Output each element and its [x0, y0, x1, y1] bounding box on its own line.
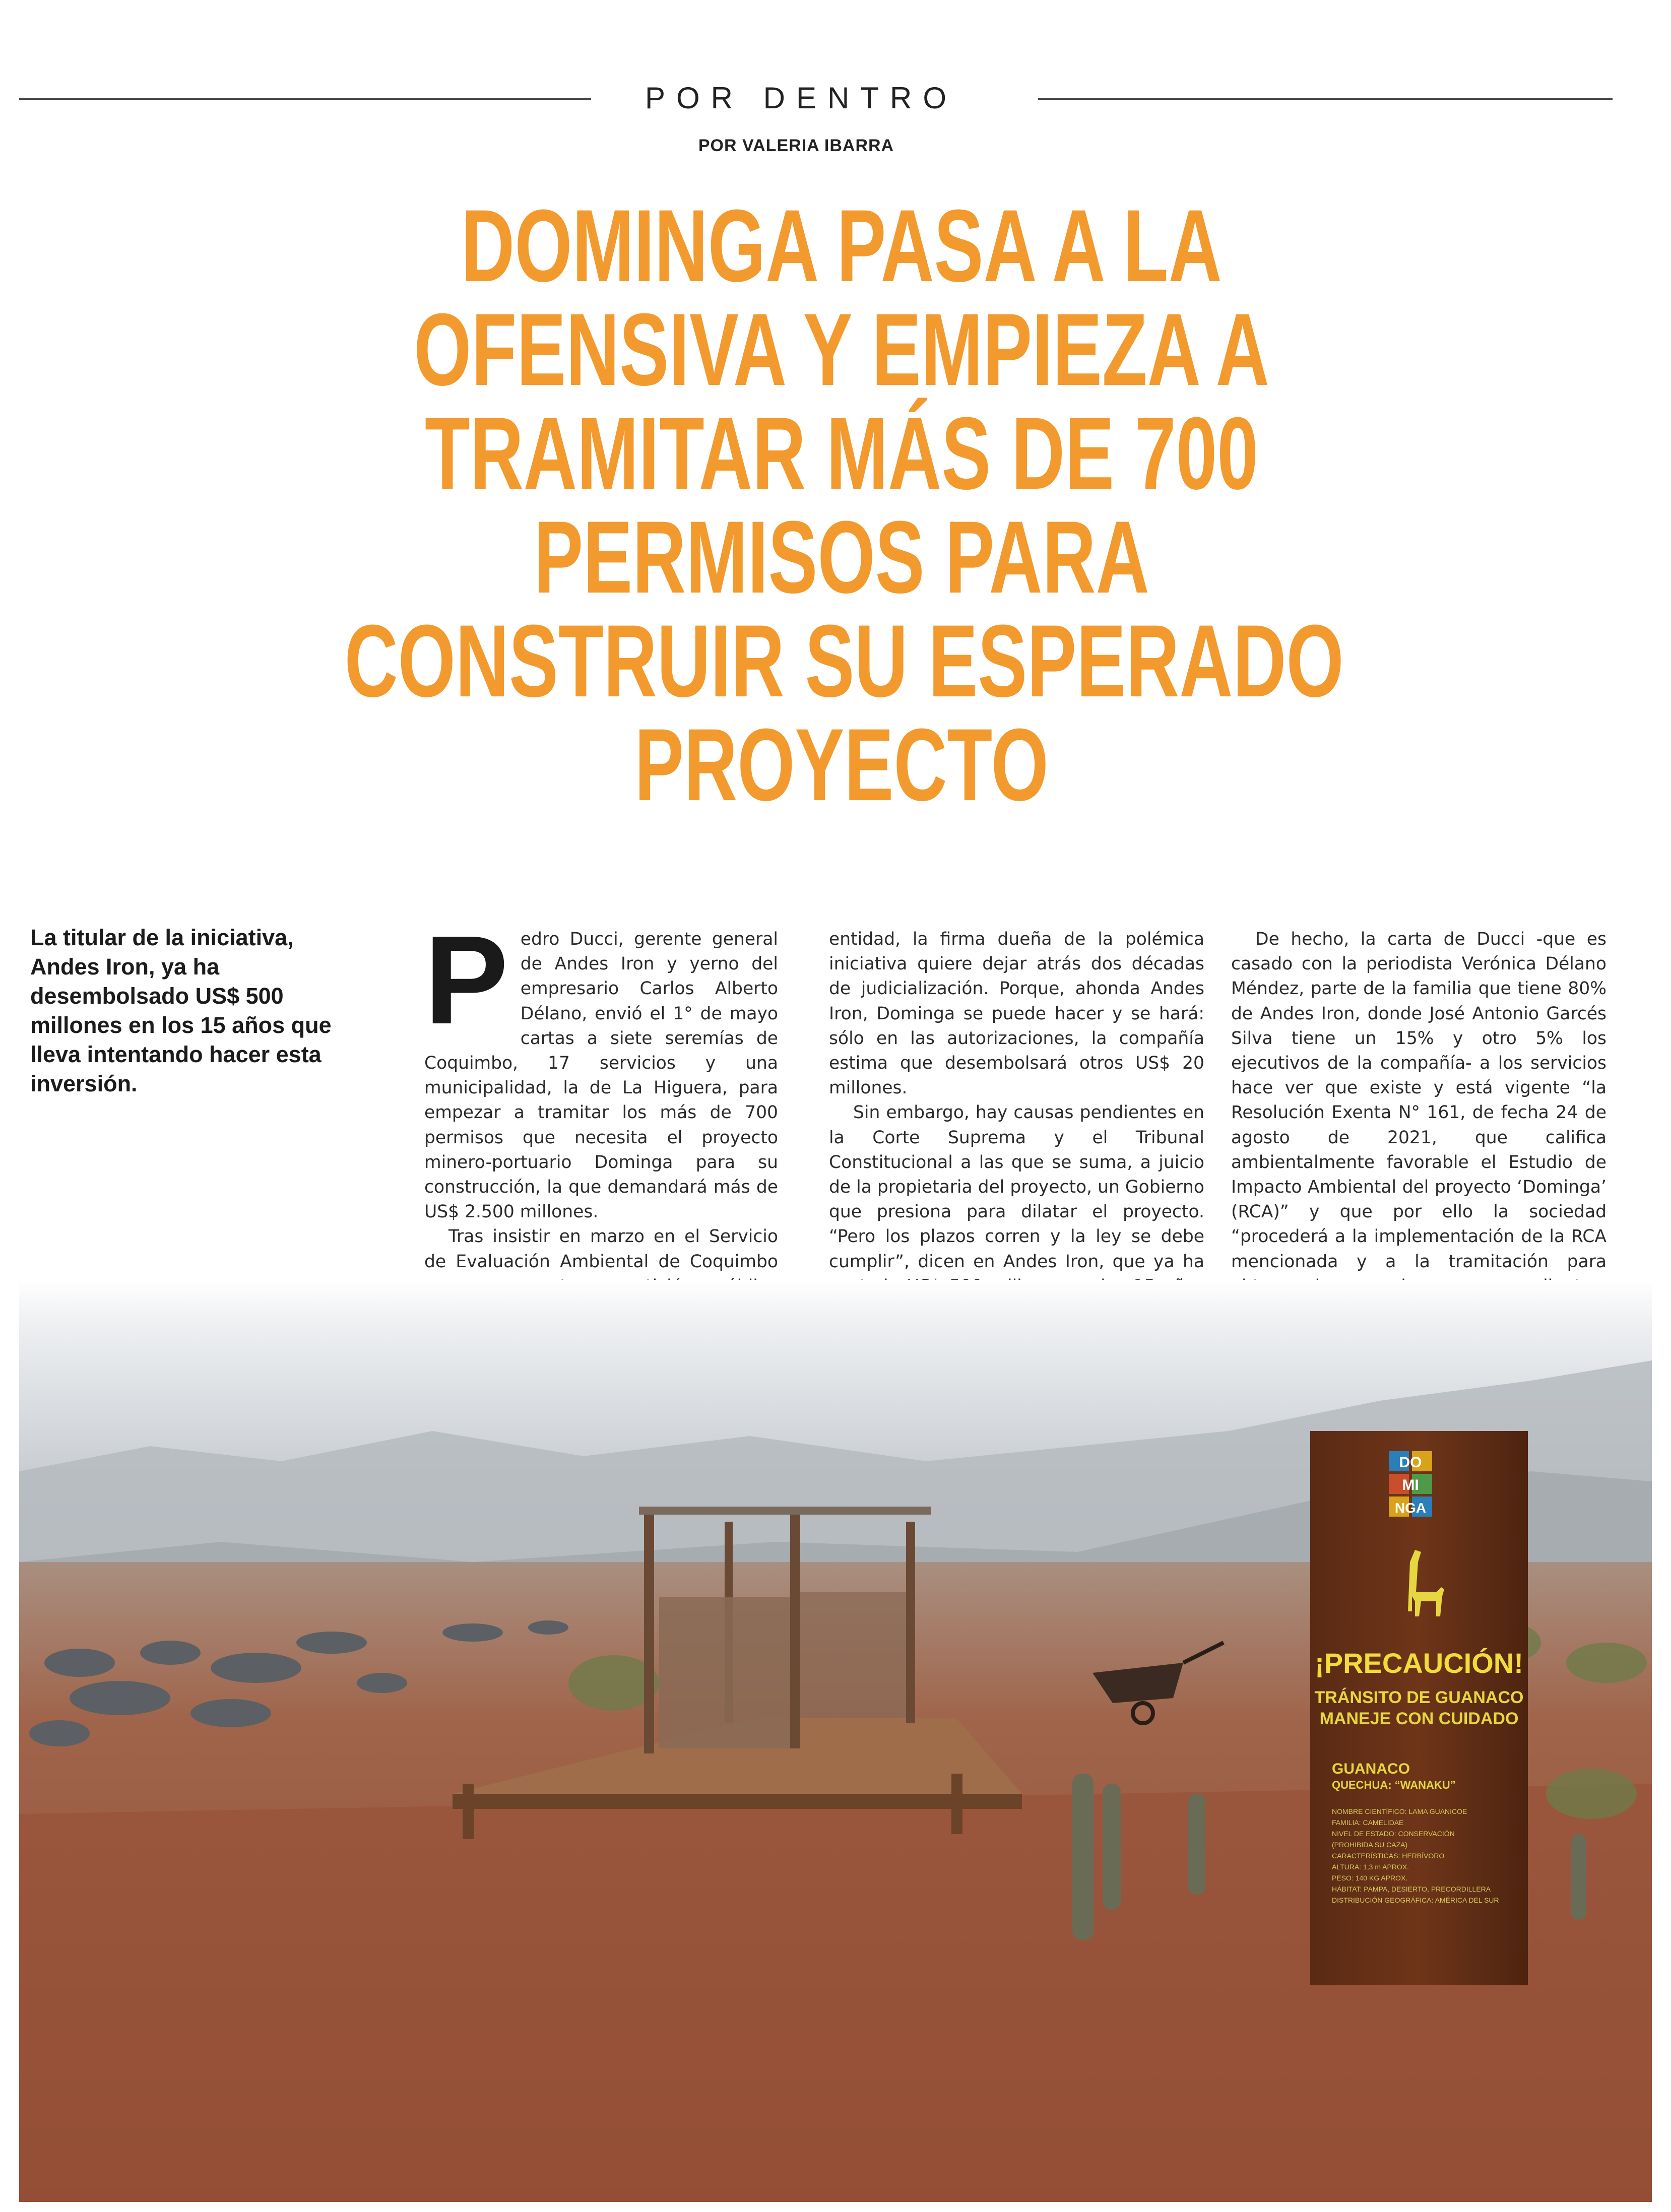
- sign-detail: FAMILIA: CAMELIDAE: [1332, 1818, 1404, 1827]
- sign-detail: CARACTERÍSTICAS: HERBÍVORO: [1332, 1852, 1445, 1860]
- headline-line: PERMISOS PARA: [534, 500, 1149, 615]
- paragraph: entidad, la firma dueña de la polémica iniciativa quiere dejar atrás dos décadas de judicialización. Porque, ahonda Andes Iron, Dominga se puede hacer y se hará: sólo en las autorizaciones, la compañía estima que desembolsará otros US$ 20 millones.: [829, 929, 1204, 1098]
- sign-detail: NIVEL DE ESTADO: CONSERVACIÓN: [1332, 1830, 1455, 1838]
- header-rule-right: [1038, 98, 1613, 100]
- headline-line: CONSTRUIR SU ESPERADO: [344, 604, 1344, 719]
- paragraph: edro Ducci, gerente general de Andes Iron y yerno del empresario Carlos Alberto Délano, envió el 1° de mayo cartas a siete seremías de Coquimbo, 17 servicios y una municipalidad, la de La Higuera, para empezar a tramitar los más de 700 permisos que necesita el proyecto minero-portuario Dominga para su construcción, la que demandará más de US$ 2.500 millones.: [424, 929, 778, 1222]
- paragraph: Tras insistir en marzo en el Servicio de Evaluación Ambiental de Coquimbo: [424, 1226, 778, 1272]
- sign-detail: (PROHIBIDA SU CAZA): [1332, 1841, 1408, 1849]
- deck-summary: La titular de la iniciativa, Andes Iron, ya ha desembolsado US$ 500 millones en los 15 años que lleva intentando hacer esta inversión.: [30, 925, 332, 1096]
- sign-logo-row: DO: [1399, 1454, 1422, 1471]
- sign-logo-row: MI: [1402, 1477, 1419, 1493]
- sign-detail: HÁBITAT: PAMPA, DESIERTO, PRECORDILLERA: [1332, 1885, 1491, 1893]
- sign-detail: DISTRIBUCIÓN GEOGRÁFICA: AMÉRICA DEL SUR: [1332, 1896, 1499, 1904]
- header-rule-left: [19, 98, 591, 100]
- paragraph: Sin embargo, hay causas pendientes en la Corte Suprema y el Tribunal Constitucional a las que se suma, a juicio de la propietaria del proyecto, un Gobierno que presiona para dilatar el proyecto. “Pero los plazos corren y la ley se debe cumplir”, dicen en Andes Iron, que ya ha: [829, 1102, 1204, 1272]
- headline: [344, 188, 1344, 822]
- section-label: POR DENTRO: [645, 81, 958, 115]
- landscape-photo: [19, 1280, 1652, 2202]
- sign-species: GUANACO: [1332, 1761, 1410, 1777]
- headline-line: OFENSIVA Y EMPIEZA A: [414, 292, 1269, 407]
- headline-line: DOMINGA PASA A LA: [461, 188, 1222, 303]
- byline: POR VALERIA IBARRA: [698, 136, 894, 155]
- headline-line: PROYECTO: [634, 707, 1049, 822]
- sign-detail: ALTURA: 1,3 m APROX.: [1332, 1863, 1409, 1871]
- sign-detail: PESO: 140 KG APROX.: [1332, 1874, 1408, 1882]
- paragraph: De hecho, la carta de Ducci -que es casado con la periodista Verónica Délano Méndez, parte de la familia que tiene 80% de Andes Iron, donde José Antonio Garcés Silva tiene un 15% y otro 5% los ejecutivos de la compañía- a los servicios hace ver que existe y está vigente “la Resolución Exenta N° 161, de fecha 24 de agosto de 2021, que califica ambientalmente favorable el Estudio de Impacto Ambiental del proyecto ‘Dominga’ (RCA)” y que por ello la sociedad “procederá a la implementación de la RCA mencionada y a la tramitación para: [1231, 929, 1606, 1272]
- guanaco-sign: [1310, 1431, 1528, 1985]
- sign-line: TRÁNSITO DE GUANACO: [1314, 1688, 1524, 1707]
- sign-detail: NOMBRE CIENTÍFICO: LAMA GUANICOE: [1332, 1807, 1467, 1815]
- sign-logo-row: NGA: [1394, 1500, 1427, 1516]
- sign-quechua: QUECHUA: “WANAKU”: [1332, 1779, 1456, 1791]
- headline-line: TRAMITAR MÁS DE 700: [425, 396, 1258, 511]
- sign-title: ¡PRECAUCIÓN!: [1315, 1647, 1523, 1679]
- sign-line: MANEJE CON CUIDADO: [1319, 1709, 1519, 1728]
- drop-cap: P: [424, 909, 508, 1050]
